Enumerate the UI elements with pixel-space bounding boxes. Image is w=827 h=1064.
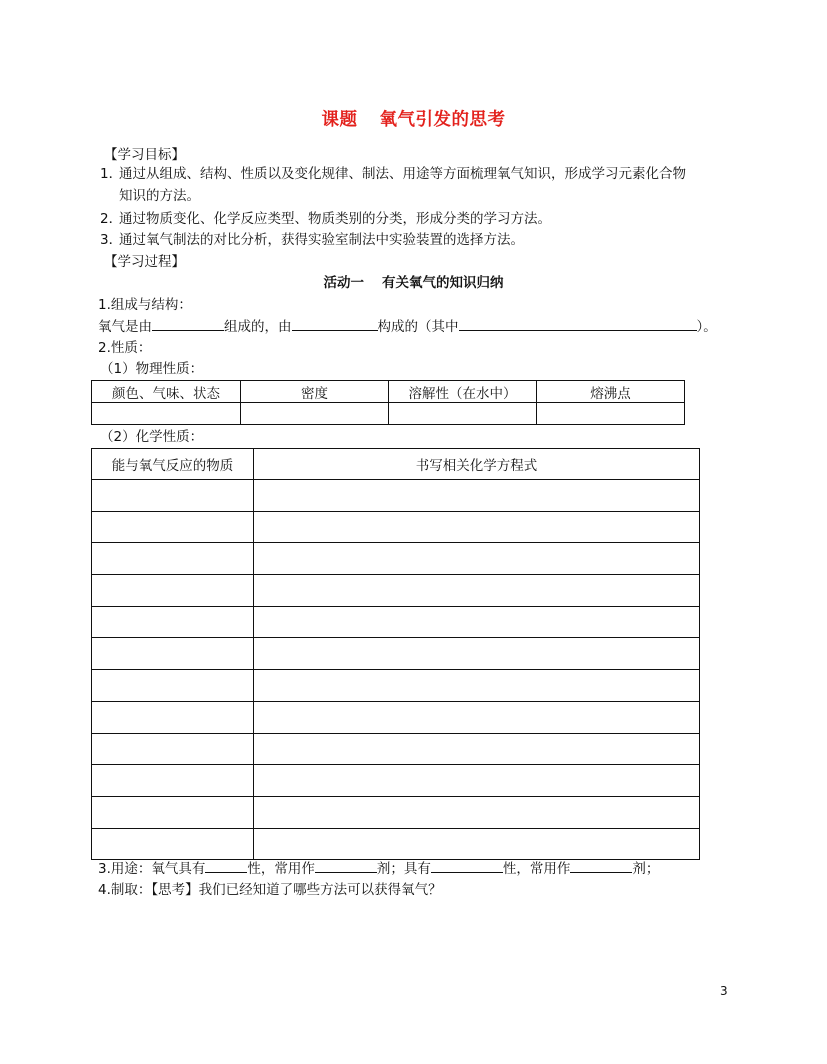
preparation-question: 我们已经知道了哪些方法可以获得氧气？ [198,882,442,898]
equation-cell[interactable] [254,575,700,607]
chemical-table-header-row [92,449,700,480]
uses-text-3: 剂；具有 [376,861,431,877]
header-density: 密度 [241,381,389,403]
physical-properties-table [91,380,685,425]
equation-cell[interactable] [254,543,700,575]
physical-table-header-row [92,381,685,403]
header-color-odor-state: 颜色、气味、状态 [92,381,241,403]
title-topic: 氧气引发的思考 [379,110,506,130]
substance-cell[interactable] [92,670,254,702]
uses-text-2: 性，常用作 [247,861,315,877]
composition-text-2: 组成的，由 [224,319,292,335]
equation-cell[interactable] [254,606,700,638]
chemical-table-row [92,606,700,638]
equation-cell[interactable] [254,511,700,543]
header-melting-boiling-point: 熔沸点 [537,381,685,403]
properties-heading: 2.性质： [98,340,152,356]
chemical-table-row [92,701,700,733]
equation-cell[interactable] [254,765,700,797]
answer-cell[interactable] [537,403,685,425]
answer-cell[interactable] [92,403,241,425]
composition-text-3: 构成的（其中 [377,319,459,335]
chemical-table-row [92,575,700,607]
substance-cell[interactable] [92,480,254,512]
chemical-table-row [92,796,700,828]
chemical-table-row [92,480,700,512]
equation-cell[interactable] [254,480,700,512]
activity-heading [0,273,827,293]
substance-cell[interactable] [92,606,254,638]
chemical-properties-table [91,448,700,860]
objective-1-text: 通过从组成、结构、性质以及变化规律、制法、用途等方面梳理氧气知识，形成学习元素化合物 [119,166,686,182]
header-chemical-equation: 书写相关化学方程式 [254,449,700,480]
substance-cell[interactable] [92,733,254,765]
title-lesson-label: 课题 [321,110,358,130]
composition-text-4: ）。 [696,319,717,335]
substance-cell[interactable] [92,765,254,797]
equation-cell[interactable] [254,796,700,828]
objective-3-text: 通过氧气制法的对比分析，获得实验室制法中实验装置的选择方法。 [119,232,524,248]
composition-line [98,316,717,337]
composition-blank-2[interactable] [292,316,378,331]
objective-1-number: 1． [100,166,123,182]
objective-1-text-cont: 知识的方法。 [119,188,200,204]
objective-2-number: 2． [100,211,123,227]
substance-cell[interactable] [92,543,254,575]
equation-cell[interactable] [254,828,700,860]
composition-blank-3[interactable] [459,316,697,331]
chemical-properties-label: （2）化学性质： [100,429,204,445]
equation-cell[interactable] [254,701,700,733]
equation-cell[interactable] [254,733,700,765]
chemical-table-row [92,828,700,860]
answer-cell[interactable] [241,403,389,425]
equation-cell[interactable] [254,670,700,702]
page-title [0,108,827,132]
chemical-table-row [92,670,700,702]
uses-text-1: 3.用途：氧气具有 [98,861,206,877]
objective-2-text: 通过物质变化、化学反应类型、物质类别的分类，形成分类的学习方法。 [119,211,551,227]
header-solubility: 溶解性（在水中） [389,381,537,403]
uses-blank-3[interactable] [431,858,503,873]
substance-cell[interactable] [92,638,254,670]
page-number: 3 [720,984,728,998]
composition-text-1: 氧气是由 [98,319,152,335]
chemical-table-row [92,733,700,765]
chemical-table-row [92,511,700,543]
uses-blank-1[interactable] [205,858,247,873]
chemical-table-row [92,765,700,797]
activity-number: 活动一 [323,275,364,291]
physical-properties-label: （1）物理性质： [100,361,204,377]
think-label: 【思考】 [151,882,199,898]
physical-table-answer-row [92,403,685,425]
objective-3-number: 3． [100,232,123,248]
substance-cell[interactable] [92,575,254,607]
header-reacting-substance: 能与氧气反应的物质 [92,449,254,480]
chemical-table-row [92,638,700,670]
uses-blank-4[interactable] [570,858,632,873]
uses-text-5: 剂； [632,861,660,877]
substance-cell[interactable] [92,701,254,733]
composition-heading: 1.组成与结构： [98,297,192,313]
activity-title: 有关氧气的知识归纳 [382,275,504,291]
uses-line [98,858,659,879]
preparation-line [98,880,442,900]
process-heading: 【学习过程】 [104,254,185,270]
uses-text-4: 性，常用作 [502,861,571,877]
answer-cell[interactable] [389,403,537,425]
equation-cell[interactable] [254,638,700,670]
substance-cell[interactable] [92,511,254,543]
substance-cell[interactable] [92,828,254,860]
chemical-table-row [92,543,700,575]
objectives-heading: 【学习目标】 [104,147,185,163]
substance-cell[interactable] [92,796,254,828]
preparation-label: 4.制取： [98,882,152,898]
composition-blank-1[interactable] [152,316,224,331]
uses-blank-2[interactable] [315,858,377,873]
